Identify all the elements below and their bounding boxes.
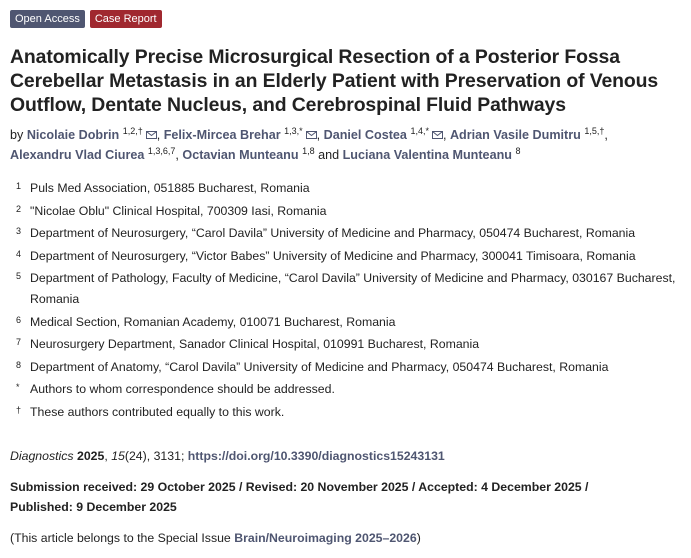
affiliation-mark: * (16, 382, 20, 392)
badge-row (10, 10, 686, 28)
author-item (26, 125, 157, 142)
affiliation-item (10, 178, 686, 199)
author-affil-sup: 1,2,† (122, 125, 143, 136)
citation-volume: 15 (111, 448, 125, 463)
author-link[interactable]: Felix-Mircea Brehar (163, 128, 281, 142)
article-title: Anatomically Precise Microsurgical Resection of a Posterior Fossa Cerebellar Metastasis in an Elderly Patient with Preservation of Venous Outflow, Dentate Nucleus, and Cerebrospinal Fluid Pathways (10, 46, 659, 116)
dates-line-2: Published: 9 December 2025 (10, 499, 177, 514)
affiliation-item (10, 223, 686, 244)
affiliation-text: Department of Neurosurgery, “Carol Davila” University of Medicine and Pharmacy, 050474 Bucharest, Romania (30, 226, 636, 240)
affiliation-mark: 7 (16, 337, 22, 347)
affiliation-item (10, 357, 686, 378)
affiliation-text: Neurosurgery Department, Sanador Clinical Hospital, 010991 Bucharest, Romania (30, 337, 480, 351)
affiliation-mark: 1 (16, 181, 22, 191)
affiliation-text: "Nicolae Oblu" Clinical Hospital, 700309 Iasi, Romania (30, 203, 327, 218)
doi-link[interactable]: https://doi.org/10.3390/diagnostics15243131 (187, 448, 445, 463)
author-item (182, 145, 315, 162)
author-affil-sup: 1,5,† (584, 125, 605, 136)
affiliation-text: These authors contributed equally to this work. (30, 404, 285, 419)
citation-year: 2025 (76, 448, 105, 463)
affiliation-mark: 2 (16, 203, 22, 214)
affiliation-item (10, 246, 686, 267)
author-affil-sup: 1,3,6,7 (147, 145, 176, 156)
author-link[interactable]: Alexandru Vlad Ciurea (10, 148, 145, 162)
affiliation-item (10, 201, 686, 222)
affiliation-mark: † (16, 404, 22, 415)
affiliation-mark: 8 (16, 359, 22, 370)
author-link[interactable]: Octavian Munteanu (182, 148, 299, 162)
by-label: by (10, 128, 24, 142)
affiliation-mark: 3 (16, 226, 22, 236)
author-link[interactable]: Daniel Costea (323, 128, 407, 142)
author-link[interactable]: Nicolaie Dobrin (26, 128, 120, 142)
journal-name: Diagnostics (10, 448, 74, 463)
case-report-badge[interactable]: Case Report (90, 10, 162, 28)
citation-issue: (24) (124, 448, 147, 463)
author-list: by Nicolaie Dobrin $^{1,2,\dagger}$ , Felix-Mircea Brehar $^{1,3,*}$ , Daniel Costea $^{1,4,*}$ , Adrian Vasile Dumitru $^{1,5,\dagger}$, Alexandru Vlad Ciurea $^{1,3,6,7}$, Octavian Munteanu $^{1,8}$ and Luciana Valentina Munteanu $^8$ (10, 125, 608, 162)
article-header (10, 10, 686, 548)
author-link[interactable]: Luciana Valentina Munteanu (342, 148, 512, 162)
citation-pages: , 3131; (146, 448, 188, 463)
open-access-badge[interactable]: Open Access (10, 10, 85, 28)
special-issue-prefix: (This article belongs to the Special Issue (10, 530, 235, 545)
affiliation-text: Department of Neurosurgery, “Victor Babes” University of Medicine and Pharmacy, 300041 Timisoara, Romania (30, 248, 636, 263)
affiliation-text: Puls Med Association, 051885 Bucharest, Romania (30, 181, 310, 195)
citation-line: Diagnostics 2025, 15(24), 3131; https://doi.org/10.3390/diagnostics15243131 (10, 448, 445, 463)
affiliation-item (10, 312, 686, 333)
author-affil-sup: 1,8 (302, 145, 315, 156)
affiliation-text: Department of Anatomy, “Carol Davila” University of Medicine and Pharmacy, 050474 Bucharest, Romania (30, 359, 609, 374)
author-item (163, 125, 317, 142)
affiliation-mark: 4 (16, 248, 22, 259)
special-issue-link[interactable]: Brain/Neuroimaging 2025–2026 (234, 530, 417, 545)
author-link[interactable]: Adrian Vasile Dumitru (449, 128, 581, 142)
author-item (323, 125, 443, 142)
equal-contribution-note (10, 402, 686, 423)
affiliation-text: Department of Pathology, Faculty of Medicine, “Carol Davila” University of Medicine and Pharmacy, 030167 Bucharest, Romania (30, 271, 676, 306)
special-issue-suffix: ) (416, 530, 421, 545)
affiliation-list (10, 178, 686, 423)
author-item (449, 125, 605, 142)
affiliation-mark: 6 (16, 314, 22, 325)
publication-dates (10, 477, 686, 517)
envelope-icon[interactable] (306, 131, 317, 139)
affiliation-text: Authors to whom correspondence should be addressed. (30, 382, 335, 396)
special-issue-note (10, 528, 686, 548)
affiliation-item (10, 268, 686, 310)
affiliation-item (10, 334, 686, 355)
author-item (10, 145, 176, 162)
and-label: and (318, 148, 340, 162)
author-affil-sup: 1,4,* (410, 125, 429, 136)
affiliation-mark: 5 (16, 271, 22, 281)
envelope-icon[interactable] (432, 131, 443, 139)
envelope-icon[interactable] (146, 131, 157, 139)
affiliation-text: Medical Section, Romanian Academy, 010071 Bucharest, Romania (30, 314, 396, 329)
author-item (342, 145, 521, 162)
author-affil-sup: 8 (515, 145, 521, 156)
author-affil-sup: 1,3,* (284, 125, 303, 136)
dates-line-1: Submission received: 29 October 2025 / Revised: 20 November 2025 / Accepted: 4 December 2025 / (10, 479, 589, 494)
correspondence-note (10, 379, 686, 400)
